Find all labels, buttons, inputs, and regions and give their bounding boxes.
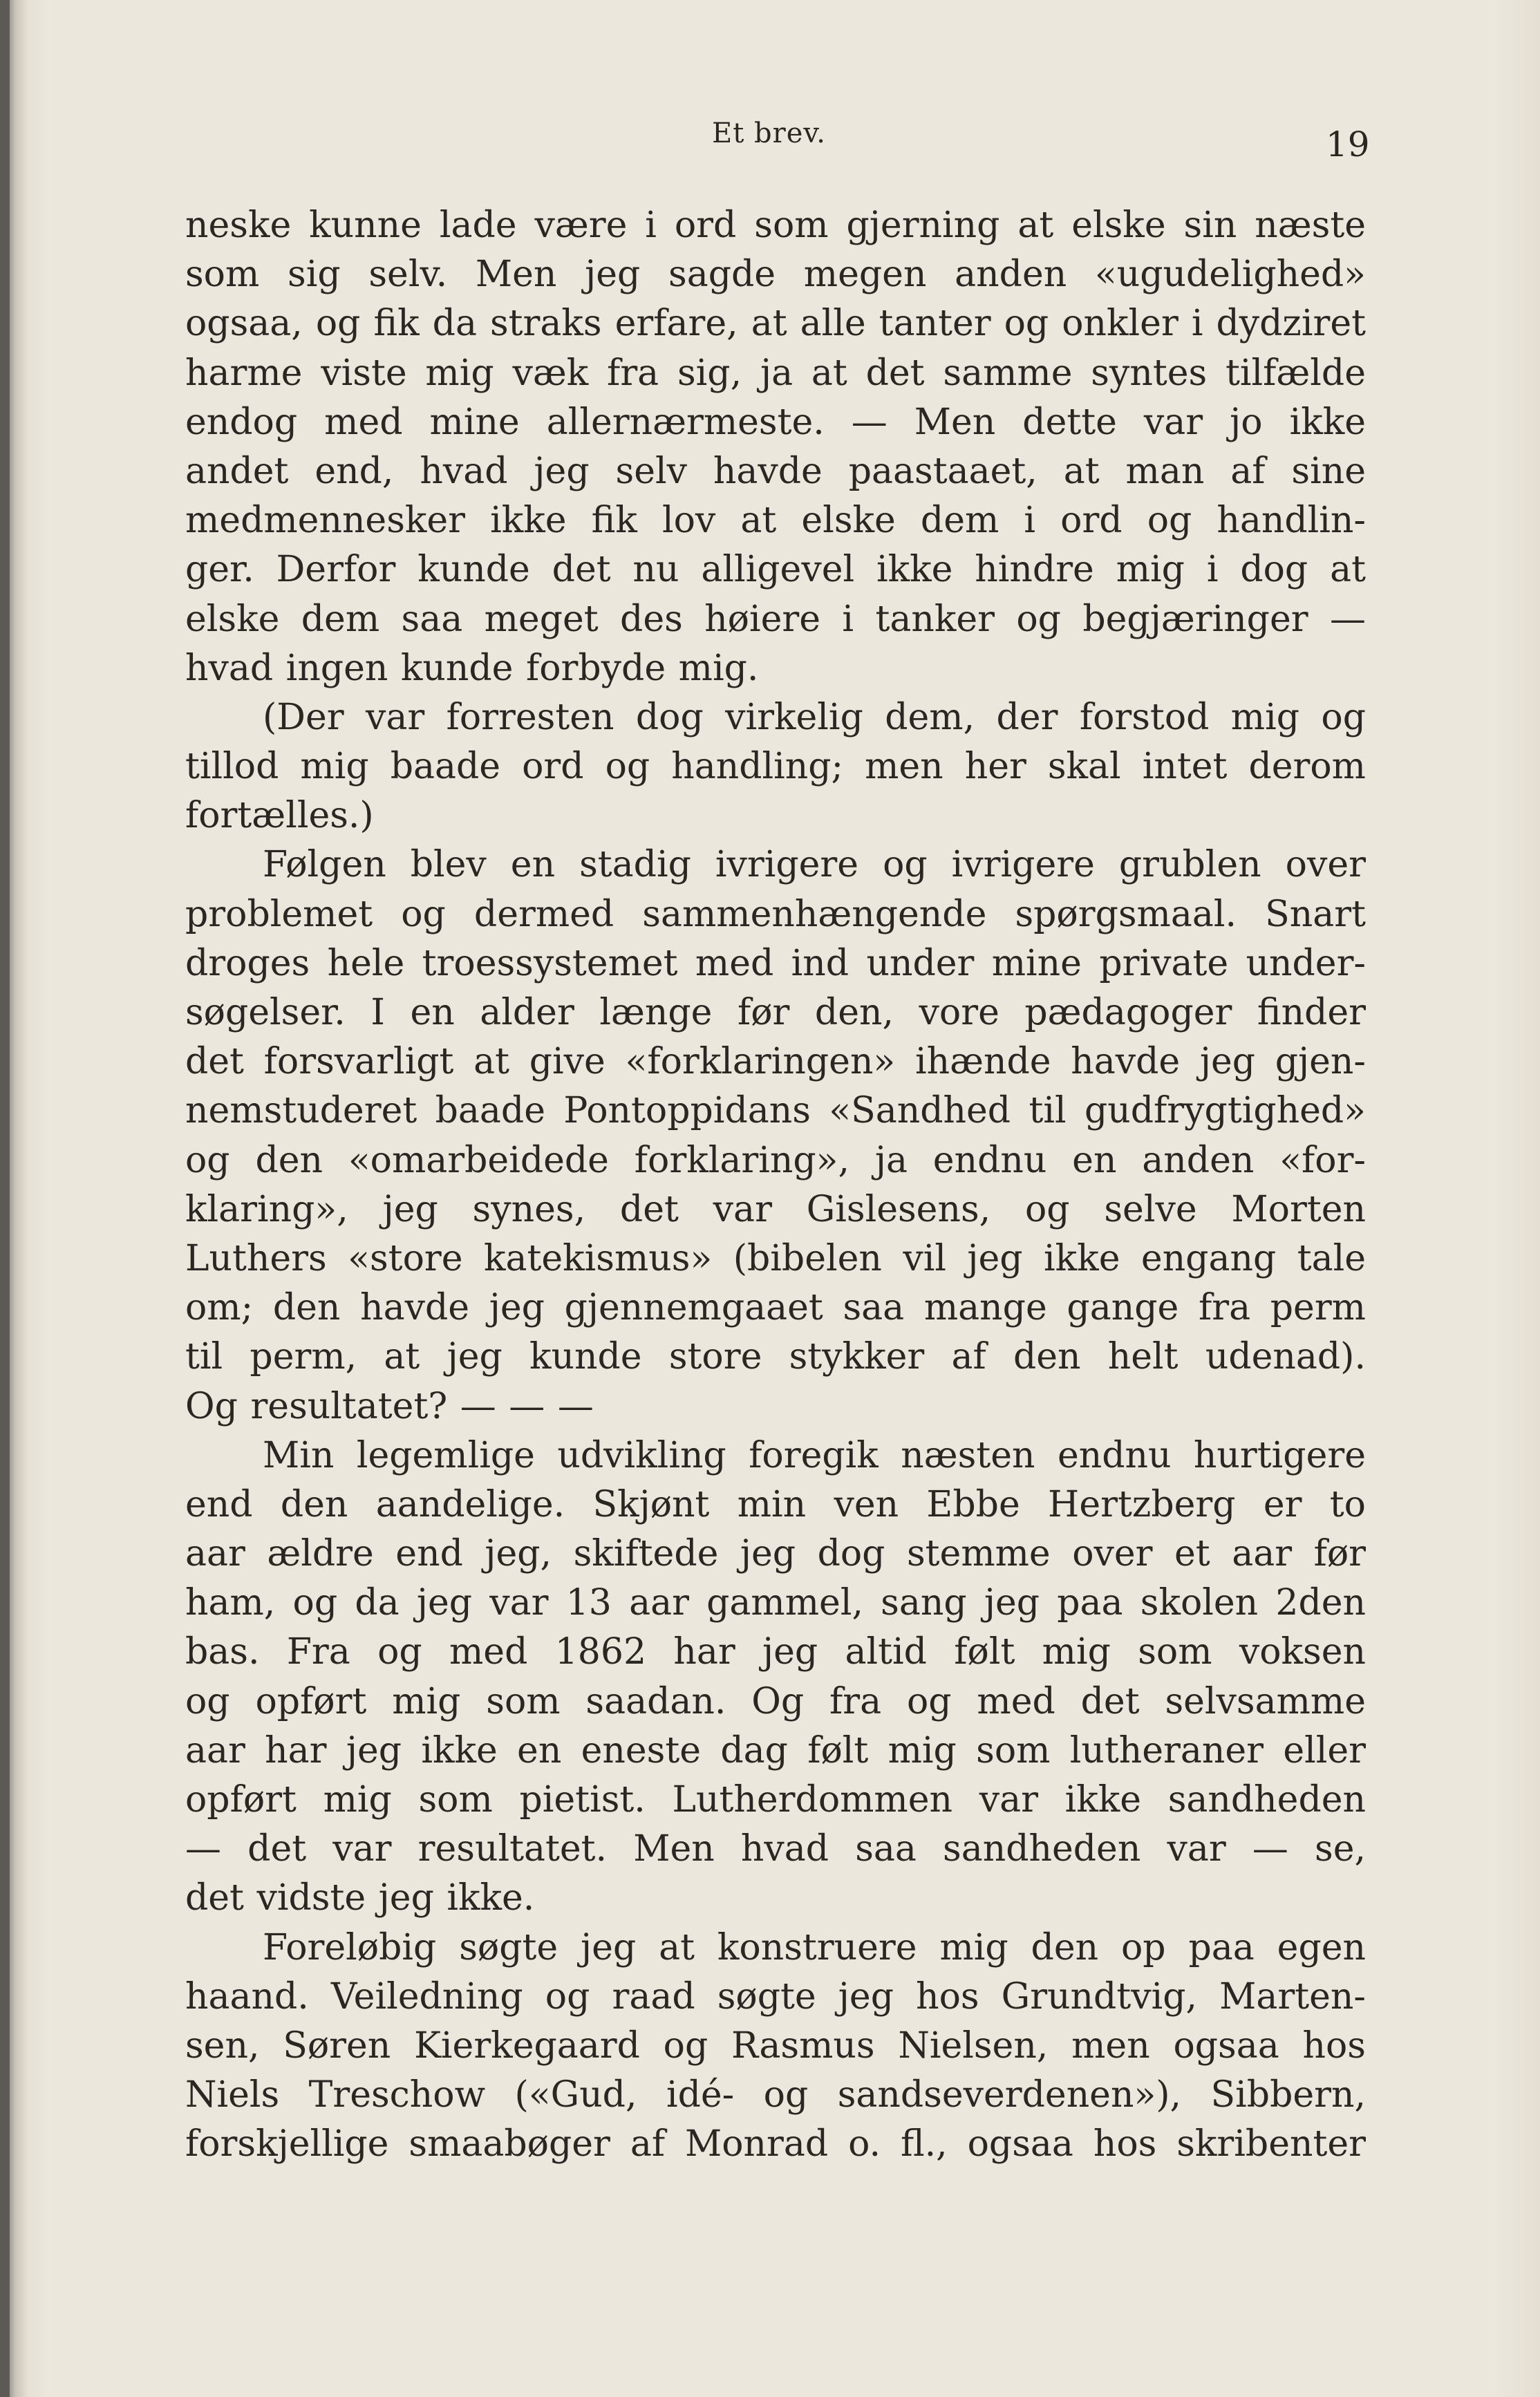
text-line: aar har jeg ikke en eneste dag følt mig som lutheraner eller [185,1729,1366,1771]
text-line: Min legemlige udvikling foregik næsten endnu hurtigere [263,1434,1366,1476]
text-line: ger. Derfor kunde det nu alligevel ikke hindre mig i dog at [185,549,1366,591]
text-line: medmennesker ikke fik lov at elske dem i ord og handlin- [185,500,1366,542]
text-line: søgelser. I en alder længe før den, vore pædagoger finder [185,992,1366,1033]
text-line: nemstuderet baade Pontoppidans «Sandhed til gudfrygtighed» [185,1090,1366,1132]
text-line: endog med mine allernærmeste. — Men dette var jo ikke [185,401,1366,443]
text-line: haand. Veiledning og raad søgte jeg hos Grundtvig, Marten- [185,1975,1366,2018]
text-line: Og resultatet? — — — [185,1385,594,1427]
text-line: forskjellige smaabøger af Monrad o. fl., ogsaa hos skribenter [185,2123,1366,2165]
text-line: harme viste mig væk fra sig, ja at det samme syntes tilfælde [185,352,1366,394]
text-line: neske kunne lade være i ord som gjerning at elske sin næste [185,205,1366,246]
book-spine-edge [0,0,10,2397]
text-line: problemet og dermed sammenhængende spørgsmaal. Snart [185,893,1366,935]
text-line: om; den havde jeg gjennemgaaet saa mange gange fra perm [185,1287,1366,1329]
text-line: Luthers «store katekismus» (bibelen vil jeg ikke engang tale [185,1237,1366,1279]
text-line: bas. Fra og med 1862 har jeg altid følt mig som voksen [185,1631,1366,1673]
text-line: til perm, at jeg kunde store stykker af den helt udenad). [185,1336,1366,1378]
text-line: hvad ingen kunde forbyde mig. [185,647,759,689]
running-title: Et brev. [712,118,826,149]
page-number: 19 [1326,124,1370,164]
text-line: opført mig som pietist. Lutherdommen var ikke sandheden [185,1779,1366,1821]
text-line: som sig selv. Men jeg sagde megen anden «ugudelighed» [185,254,1366,296]
text-line: og opført mig som saadan. Og fra og med det selvsamme [185,1680,1366,1722]
text-line: og den «omarbeidede forklaring», ja endnu en anden «for- [185,1139,1366,1181]
text-line: Følgen blev en stadig ivrigere og ivrigere grublen over [263,844,1366,886]
body-text [185,201,1366,2170]
text-line: det forsvarligt at give «forklaringen» ihænde havde jeg gjen- [185,1041,1366,1083]
text-line: droges hele troessystemet med ind under mine private under- [185,942,1366,984]
text-line: end den aandelige. Skjønt min ven Ebbe Hertzberg er to [185,1483,1366,1525]
text-line: andet end, hvad jeg selv havde paastaaet, at man af sine [185,450,1366,492]
text-line: det vidste jeg ikke. [185,1877,535,1919]
text-line: — det var resultatet. Men hvad saa sandheden var — se, [185,1828,1366,1870]
text-line: aar ældre end jeg, skiftede jeg dog stemme over et aar før [185,1533,1366,1575]
text-line: klaring», jeg synes, det var Gislesens, og selve Morten [185,1188,1366,1230]
text-line: Foreløbig søgte jeg at konstruere mig den op paa egen [263,1926,1366,1968]
text-line: tillod mig baade ord og handling; men her skal intet derom [185,746,1366,788]
text-line: ogsaa, og fik da straks erfare, at alle tanter og onkler i dydziret [185,303,1366,345]
text-line: (Der var forresten dog virkelig dem, der forstod mig og [263,696,1366,738]
text-line: ham, og da jeg var 13 aar gammel, sang jeg paa skolen 2den [185,1582,1366,1624]
text-line: elske dem saa meget des høiere i tanker og begjæringer — [185,598,1366,640]
text-line: fortælles.) [185,795,374,837]
text-line: sen, Søren Kierkegaard og Rasmus Nielsen, men ogsaa hos [185,2024,1366,2067]
text-line: Niels Treschow («Gud, idé- og sandseverdenen»), Sibbern, [185,2074,1366,2116]
